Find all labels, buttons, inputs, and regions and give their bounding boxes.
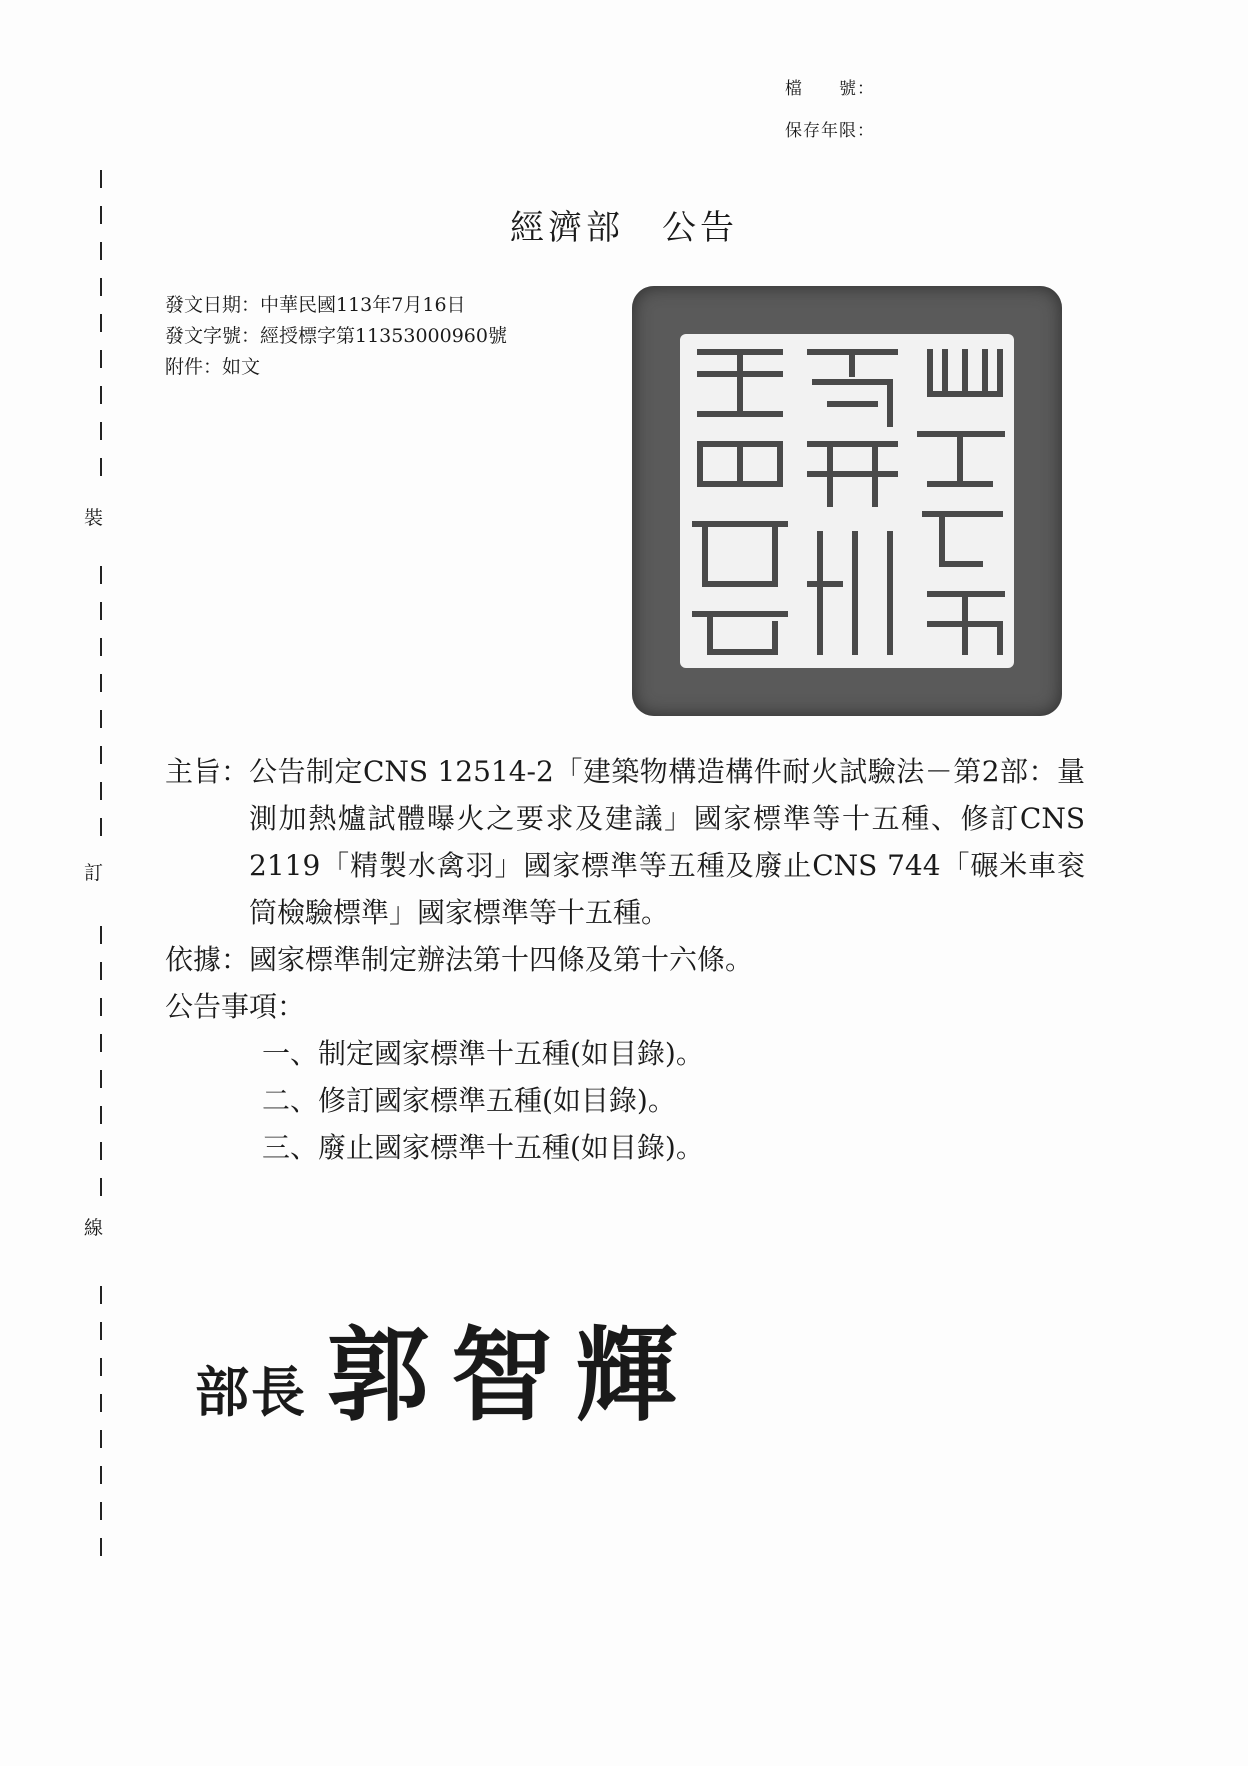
- signature-block: [195, 1295, 699, 1441]
- binding-line: [78, 170, 108, 1570]
- binding-dash: [100, 1178, 102, 1196]
- binding-dash: [100, 926, 102, 944]
- binding-dash: [100, 818, 102, 836]
- attachment-note: 附件：如文: [165, 356, 261, 378]
- binding-dash: [100, 962, 102, 980]
- notice-items: [165, 1030, 1085, 1171]
- binding-dash: [100, 422, 102, 440]
- subject-label: 主旨：: [165, 755, 250, 788]
- subject-paragraph: [165, 748, 1085, 936]
- binding-dash: [100, 278, 102, 296]
- binding-dash: [100, 1538, 102, 1556]
- notice-item: 三、廢止國家標準十五種(如目錄)。: [262, 1131, 704, 1164]
- binding-dash: [100, 1466, 102, 1484]
- binding-dash: [100, 998, 102, 1016]
- binding-dash: [100, 566, 102, 584]
- binding-dash: [100, 1322, 102, 1340]
- signatory-name: 郭智輝: [327, 1317, 699, 1436]
- binding-dash: [100, 782, 102, 800]
- file-number-label: 檔 號：: [785, 79, 875, 99]
- basis-text: 國家標準制定辦法第十四條及第十六條。: [249, 943, 754, 976]
- basis-label: 依據：: [165, 943, 250, 976]
- signatory-title: 部長: [195, 1361, 307, 1424]
- binding-dash: [100, 1070, 102, 1088]
- binding-dash: [100, 710, 102, 728]
- binding-dash: [100, 1106, 102, 1124]
- binding-dash: [100, 314, 102, 332]
- reference-number: 發文字號：經授標字第11353000960號: [165, 325, 507, 347]
- binding-dash: [100, 1502, 102, 1520]
- binding-dash: [100, 1430, 102, 1448]
- document-title: 經濟部 公告: [510, 208, 738, 248]
- notice-label: 公告事項：: [165, 990, 306, 1023]
- subject-text: 公告制定CNS 12514-2「建築物構造構件耐火試驗法－第2部：量測加熱爐試體曝火之要求及建議」國家標準等十五種、修訂CNS 2119「精製水禽羽」國家標準等五種及廢止CNS 744「碾米車衮筒檢驗標準」國家標準等十五種。: [249, 755, 1085, 929]
- basis-paragraph: [165, 936, 1085, 983]
- retention-period-label: 保存年限：: [785, 121, 875, 141]
- seal-glyphs: [680, 334, 1014, 668]
- binding-dash: [100, 1394, 102, 1412]
- filing-info: [785, 68, 875, 152]
- official-seal: [632, 286, 1062, 716]
- notice-item: 一、制定國家標準十五種(如目錄)。: [262, 1037, 704, 1070]
- binding-dash: [100, 602, 102, 620]
- binding-dash: [100, 1034, 102, 1052]
- binding-dash: [100, 386, 102, 404]
- binding-dash: [100, 458, 102, 476]
- binding-char-zhuang: 裝: [84, 507, 104, 529]
- binding-dash: [100, 1286, 102, 1304]
- binding-dash: [100, 170, 102, 188]
- announcement-body: [165, 748, 1085, 1171]
- binding-dash: [100, 1358, 102, 1376]
- binding-char-xian: 線: [84, 1217, 104, 1239]
- notice-item: 二、修訂國家標準五種(如目錄)。: [262, 1084, 676, 1117]
- binding-dash: [100, 746, 102, 764]
- document-meta: [165, 290, 507, 383]
- issue-date: 發文日期：中華民國113年7月16日: [165, 294, 466, 316]
- binding-dash: [100, 1142, 102, 1160]
- binding-dash: [100, 350, 102, 368]
- binding-char-ding: 訂: [84, 862, 104, 884]
- binding-dash: [100, 674, 102, 692]
- binding-dash: [100, 638, 102, 656]
